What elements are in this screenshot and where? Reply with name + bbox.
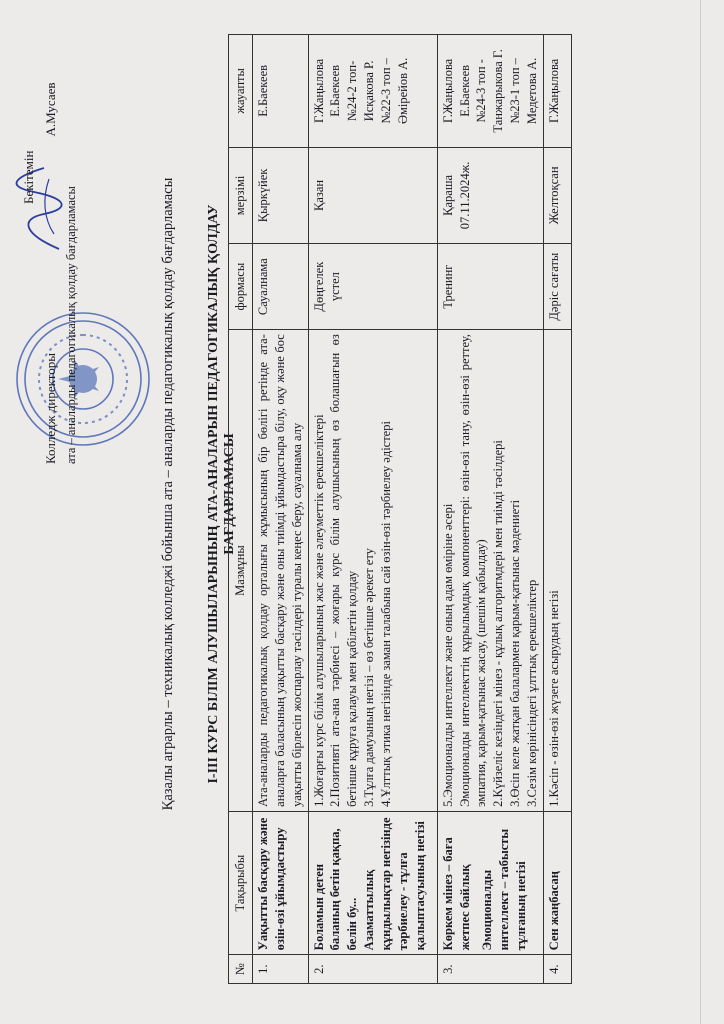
content-line: 3.Сезім көрінісіндегі ұлттық ерекшеліктер (525, 579, 539, 807)
row-time (543, 147, 571, 243)
header-content: Мазмұны (229, 330, 253, 812)
row-topic (252, 811, 308, 954)
content-line: 1.Кәсіп - өзін-өзі жүзеге асырудың негізі (546, 590, 561, 807)
director-label: Колледж директоры (43, 352, 58, 464)
row-number: 2. (308, 955, 437, 984)
content-line: 3.Тұлға дамуының негізі – өз бетінше әрекет ету (362, 548, 377, 807)
row-responsible (543, 35, 571, 148)
row-topic (308, 811, 437, 954)
row-number: 3. (437, 955, 543, 984)
content-line: 2.Позитивті ата-ана тәрбиесі – жоғары курс білім алушысының өз болашағын өз бетінше құруға қалауы мен қабілетін қолдау (328, 334, 360, 807)
program-caption: ата – аналарды педагогикалық қолдау бағдарламасы (64, 186, 78, 464)
content-line: 3.Өсіп келе жатқан балалармен қарым-қатынас мәдениеті (508, 499, 523, 807)
program-table (228, 34, 572, 984)
header-form: формасы (229, 244, 253, 330)
responsible-line: №24-2 топ-Исқакова Р. (345, 60, 377, 122)
row-responsible (308, 35, 437, 148)
topic-line: Уақытты басқару және өзін-өзі ұйымдастыру (255, 817, 287, 951)
content-line: 2.Күйзеліс кезіндегі мінез - құлық алгоритмдері мен тиімді тәсілдері (491, 440, 506, 807)
responsible-line: Е.Баекеев (328, 64, 343, 117)
responsible-line: №22-3 топ – Әмірейов А. (379, 57, 410, 125)
content-line: 1.Жоғарғы курс білім алушыларының жас және әлеуметтік ерекшеліктері (311, 414, 326, 807)
row-time (437, 147, 543, 243)
row-number: 4. (543, 955, 571, 984)
time-line: Қыркүйек (255, 168, 270, 223)
row-responsible (252, 35, 308, 148)
responsible-line: Г.Жаңылова (546, 58, 561, 124)
row-content (543, 330, 571, 812)
page-edge-line (700, 0, 701, 1024)
time-line: Қараша (440, 175, 455, 216)
time-line: 07.11.2024ж. (457, 161, 472, 230)
row-content (308, 330, 437, 812)
row-form: Дәріс сағаты (543, 244, 571, 330)
responsible-line: Е.Баекеев (457, 64, 472, 117)
content-line: Ата-аналарды педагогикалық қолдау орталығы жұмысының бір бөлігі ретінде ата-аналарға баласының уақытты басқару және оны тиімді ұйымдастыра білу, оқу және бос уақытты бірлесіп жоспарлау тәсілдері туралы кеңес беру, сауалнама алу (255, 334, 304, 807)
approval-label: Бекітемін (21, 150, 36, 204)
row-time (308, 147, 437, 243)
table-row (437, 35, 543, 984)
row-responsible (437, 35, 543, 148)
responsible-line: №23-1 топ – Медетова А. (508, 57, 539, 125)
row-content (437, 330, 543, 812)
header-topic: Тақырыбы (229, 811, 253, 954)
header-responsible: жауапты (229, 35, 253, 148)
topic-line: Эмоционалды интеллект – табысты тұлғаның негізі (480, 828, 529, 951)
responsible-line: №24-3 топ - Танжарыкова Г. (474, 49, 506, 133)
row-form: Сауалнама (252, 244, 308, 330)
director-name: А.Мусаев (43, 82, 58, 137)
responsible-line: Г.Жаңылова (311, 58, 326, 124)
table-row (252, 35, 308, 984)
row-time (252, 147, 308, 243)
table-header-row (229, 35, 253, 984)
header-time: мерзімі (229, 147, 253, 243)
institution-heading: Қазалы аграрлы – техникалық колледжі бойынша ата – аналарды педагогикалық қолдау бағдарламасы (160, 177, 176, 811)
content-line: 5.Эмоционалды интеллект және оның адам өміріне әсері (440, 503, 455, 807)
table-row (308, 35, 437, 984)
row-number: 1. (252, 955, 308, 984)
row-topic (437, 811, 543, 954)
row-topic (543, 811, 571, 954)
time-line: Қазан (311, 179, 326, 211)
topic-line: Көркем мінез – баға жетпес байлық (440, 837, 472, 951)
responsible-line: Е.Баекеев (255, 64, 270, 117)
row-form: Тренинг (437, 244, 543, 330)
director-line (44, 83, 59, 465)
time-line: Желтоқсан (546, 166, 561, 225)
content-line: 4.Ұлттық этика негізінде заман талабына сай өзін-өзі тәрбиелеу әдістері (379, 421, 393, 807)
college-seal-stamp (8, 294, 158, 464)
topic-line: Сен жаңбасаң (546, 871, 561, 951)
topic-line: Боламын деген баланың бетін қақпа, белін бу... Азаматтылық құндылықтар негізінде тәрбиелеу - тұлға қалыптасуының негізі (311, 817, 427, 951)
header-no: № (229, 955, 253, 984)
content-line: Эмоционалды интеллекттің құрылымдық компоненттері: өзін-өзі тану, өзін-өзі реттеу, эмпатия, қарым-қатынас жасау, (шешім қабылдау) (457, 334, 489, 807)
table-row (543, 35, 571, 984)
row-content (252, 330, 308, 812)
responsible-line: Г.Жаңылова (440, 58, 455, 124)
program-title: І-ІІІ КУРС БІЛІМ АЛУШЫЛАРЫНЫҢ АТА-АНАЛАРЫН ПЕДАГОГИКАЛЫҚ ҚОЛДАУ БАҒДАРЛАМАСЫ (206, 204, 237, 784)
row-form: Дөңгелек үстел (308, 244, 437, 330)
